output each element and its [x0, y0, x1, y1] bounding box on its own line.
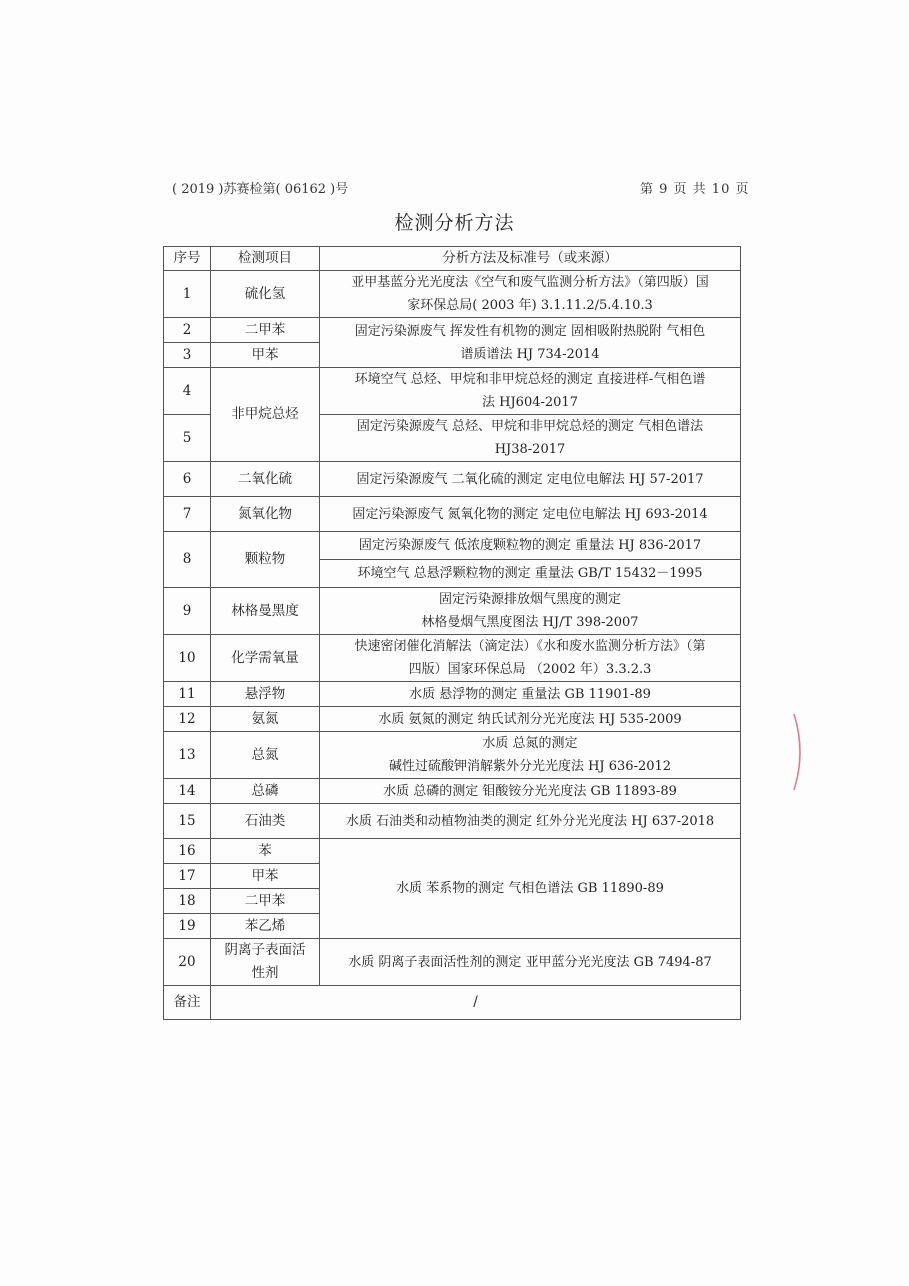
method-line: HJ38-2017: [494, 442, 566, 457]
row-item: 氨氮: [211, 707, 320, 732]
table-row: [164, 779, 741, 804]
table-row: [164, 707, 741, 732]
row-item: 甲苯: [211, 343, 320, 368]
stamp-edge-mark: [790, 712, 810, 792]
table-row: [164, 732, 741, 779]
table-row: [164, 497, 741, 532]
row-method: 固定污染源废气 低浓度颗粒物的测定 重量法 HJ 836-2017: [320, 532, 741, 560]
method-line: 四版）国家环保总局 （2002 年）3.3.2.3: [408, 662, 652, 677]
row-item: 二氧化硫: [211, 462, 320, 497]
method-line: 固定污染源废气 总烃、甲烷和非甲烷总烃的测定 气相色谱法: [356, 419, 704, 434]
row-no: 2: [164, 318, 211, 343]
row-no: 6: [164, 462, 211, 497]
row-no: 1: [164, 271, 211, 318]
table-row: [164, 588, 741, 635]
row-no: 20: [164, 939, 211, 986]
row-item: 林格曼黑度: [211, 588, 320, 635]
row-no: 12: [164, 707, 211, 732]
row-method: 水质 苯系物的测定 气相色谱法 GB 11890-89: [320, 839, 741, 939]
row-method: 水质 阴离子表面活性剂的测定 亚甲蓝分光光度法 GB 7494-87: [320, 939, 741, 986]
method-line: 碱性过硫酸钾消解紫外分光光度法 HJ 636-2012: [388, 759, 672, 774]
methods-table: [163, 246, 741, 1020]
row-no: 18: [164, 889, 211, 914]
row-method: 固定污染源废气 二氧化硫的测定 定电位电解法 HJ 57-2017: [320, 462, 741, 497]
row-no: 16: [164, 839, 211, 864]
row-no: 14: [164, 779, 211, 804]
row-no: 11: [164, 682, 211, 707]
row-method: [320, 318, 741, 368]
row-method: [320, 588, 741, 635]
row-item: 甲苯: [211, 864, 320, 889]
row-method: 水质 石油类和动植物油类的测定 红外分光光度法 HJ 637-2018: [320, 804, 741, 839]
report-number: ( 2019 )苏赛检第( 06162 )号: [172, 182, 349, 197]
row-method: 水质 氨氮的测定 纳氏试剂分光光度法 HJ 535-2009: [320, 707, 741, 732]
row-no: 9: [164, 588, 211, 635]
method-line: 快速密闭催化消解法（滴定法）《水和废水监测分析方法》（第: [354, 639, 706, 654]
table-row: [164, 368, 741, 415]
row-item: 总氮: [211, 732, 320, 779]
row-method: 水质 总磷的测定 钼酸铵分光光度法 GB 11893-89: [320, 779, 741, 804]
method-line: 亚甲基蓝分光光度法《空气和废气监测分析方法》（第四版）国: [351, 275, 709, 290]
row-item: 悬浮物: [211, 682, 320, 707]
row-item: 非甲烷总烃: [211, 368, 320, 462]
method-line: 水质 总氮的测定: [482, 736, 578, 751]
row-method: 环境空气 总悬浮颗粒物的测定 重量法 GB/T 15432－1995: [320, 560, 741, 588]
header-method: 分析方法及标准号（或来源）: [320, 247, 741, 271]
page-title: 检测分析方法: [394, 212, 515, 234]
method-line: 谱质谱法 HJ 734-2014: [460, 346, 600, 362]
table-row: [164, 839, 741, 864]
table-row: [164, 271, 741, 318]
row-no: 19: [164, 914, 211, 939]
row-method: 固定污染源废气 氮氧化物的测定 定电位电解法 HJ 693-2014: [320, 497, 741, 532]
row-no: 3: [164, 343, 211, 368]
item-line: 性剂: [251, 965, 279, 981]
note-label: 备注: [164, 986, 211, 1020]
method-line: 法 HJ604-2017: [482, 395, 578, 410]
row-item: [211, 939, 320, 986]
method-line: 林格曼烟气黑度图法 HJ/T 398-2007: [421, 615, 639, 630]
table-row: [164, 682, 741, 707]
method-line: 固定污染源废气 挥发性有机物的测定 固相吸附热脱附 气相色: [354, 323, 706, 339]
row-item: 硫化氢: [211, 271, 320, 318]
note-value: /: [211, 986, 741, 1020]
item-line: 阴离子表面活: [224, 942, 306, 958]
row-no: 7: [164, 497, 211, 532]
table-row: [164, 318, 741, 343]
table-row: [164, 462, 741, 497]
table-row: [164, 635, 741, 682]
row-item: 苯乙烯: [211, 914, 320, 939]
method-line: 环境空气 总烃、甲烷和非甲烷总烃的测定 直接进样-气相色谱: [354, 372, 706, 387]
row-item: 氮氧化物: [211, 497, 320, 532]
row-item: 二甲苯: [211, 318, 320, 343]
row-item: 颗粒物: [211, 532, 320, 588]
table-row: [164, 804, 741, 839]
row-item: 二甲苯: [211, 889, 320, 914]
row-item: 苯: [211, 839, 320, 864]
row-method: [320, 415, 741, 462]
row-method: [320, 732, 741, 779]
table-row: [164, 532, 741, 560]
header-item: 检测项目: [211, 247, 320, 271]
row-no: 5: [164, 415, 211, 462]
row-no: 10: [164, 635, 211, 682]
page-info: 第 9 页 共 10 页: [640, 182, 750, 197]
row-no: 4: [164, 368, 211, 415]
row-method: [320, 635, 741, 682]
row-item: 化学需氧量: [211, 635, 320, 682]
row-no: 17: [164, 864, 211, 889]
row-item: 总磷: [211, 779, 320, 804]
table-row: [164, 939, 741, 986]
row-no: 8: [164, 532, 211, 588]
row-no: 13: [164, 732, 211, 779]
row-no: 15: [164, 804, 211, 839]
row-method: 水质 悬浮物的测定 重量法 GB 11901-89: [320, 682, 741, 707]
method-line: 固定污染源排放烟气黑度的测定: [438, 592, 621, 607]
header-no: 序号: [164, 247, 211, 271]
row-method: [320, 271, 741, 318]
row-item: 石油类: [211, 804, 320, 839]
note-row: [164, 986, 741, 1020]
table-header-row: [164, 247, 741, 271]
method-line: 家环保总局( 2003 年) 3.1.11.2/5.4.10.3: [407, 298, 653, 313]
row-method: [320, 368, 741, 415]
